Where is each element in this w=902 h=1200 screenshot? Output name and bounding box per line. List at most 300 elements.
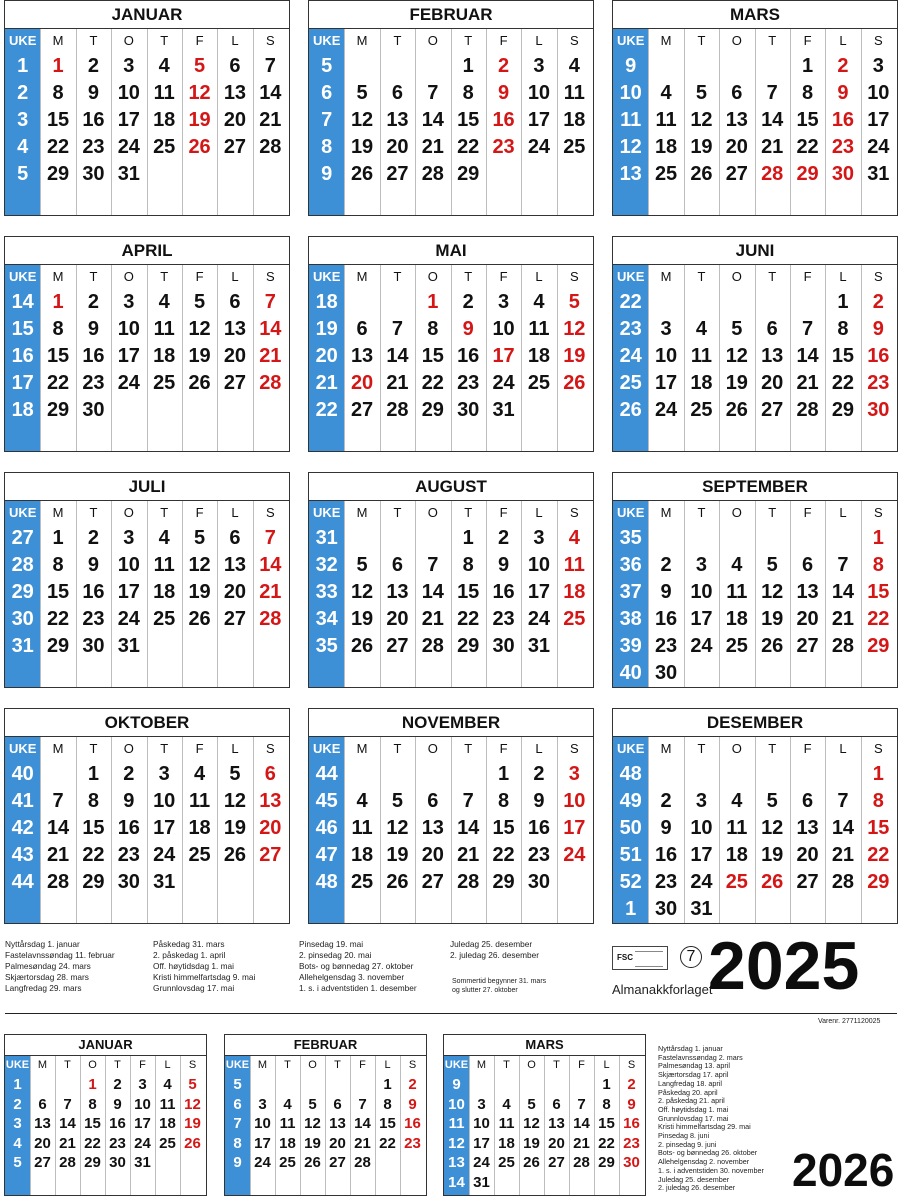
day-cell: 7 bbox=[264, 291, 276, 313]
month-februar bbox=[224, 1034, 427, 1196]
day-cell: 10 bbox=[117, 318, 140, 340]
weekday-header: O bbox=[123, 741, 134, 756]
day-cell: 10 bbox=[654, 345, 678, 367]
day-cell: 18 bbox=[153, 581, 176, 603]
day-cell: 13 bbox=[548, 1115, 565, 1132]
month-title: MARS bbox=[525, 1037, 564, 1052]
day-cell: 6 bbox=[229, 527, 241, 549]
day-cell: 18 bbox=[159, 1115, 176, 1132]
day-cell: 9 bbox=[660, 817, 672, 839]
holiday-column bbox=[153, 939, 255, 994]
day-cell: 2 bbox=[533, 763, 545, 785]
weekday-header: T bbox=[697, 33, 706, 48]
day-cell: 12 bbox=[188, 82, 211, 104]
week-number: 41 bbox=[11, 790, 34, 812]
holiday-entry: 2. påskedag 21. april bbox=[658, 1096, 725, 1106]
weekday-header: T bbox=[89, 505, 98, 520]
day-cell: 28 bbox=[354, 1154, 371, 1171]
weekday-header: T bbox=[393, 741, 402, 756]
day-cell: 1 bbox=[87, 763, 99, 785]
week-number: 3 bbox=[17, 109, 29, 131]
day-cell: 10 bbox=[134, 1095, 151, 1113]
day-cell: 9 bbox=[123, 790, 135, 812]
weekday-header: M bbox=[660, 33, 672, 48]
week-header: UKE bbox=[444, 1059, 469, 1071]
day-cell: 30 bbox=[527, 871, 551, 893]
weekday-header: S bbox=[265, 33, 275, 48]
weekday-header: M bbox=[356, 741, 368, 756]
day-cell: 22 bbox=[457, 136, 480, 158]
weekday-header: O bbox=[731, 269, 742, 284]
day-cell: 14 bbox=[796, 345, 819, 367]
day-cell: 30 bbox=[457, 399, 480, 421]
week-number: 42 bbox=[11, 817, 34, 839]
day-cell: 6 bbox=[802, 790, 814, 812]
holiday-entry: 2. juledag 26. desember bbox=[658, 1183, 736, 1193]
day-cell: 16 bbox=[82, 345, 105, 367]
day-cell: 12 bbox=[188, 318, 211, 340]
day-cell: 20 bbox=[329, 1134, 346, 1152]
week-header: UKE bbox=[225, 1059, 250, 1071]
day-cell: 7 bbox=[766, 82, 778, 104]
weekday-header: F bbox=[803, 505, 812, 520]
weekday-header: M bbox=[660, 505, 672, 520]
week-number: 31 bbox=[315, 527, 338, 549]
holiday-list-2026 bbox=[658, 1045, 764, 1193]
fsc-label: FSC bbox=[617, 953, 633, 962]
day-cell: 26 bbox=[350, 635, 374, 657]
week-number: 11 bbox=[620, 109, 642, 131]
day-cell: 26 bbox=[523, 1154, 540, 1171]
day-cell: 10 bbox=[473, 1115, 490, 1132]
holiday-entry: Kristi himmelfartsdag 9. mai bbox=[153, 972, 256, 982]
day-cell: 12 bbox=[304, 1115, 321, 1132]
weekday-header: S bbox=[569, 33, 579, 48]
week-number: 51 bbox=[619, 844, 642, 866]
weekday-header: T bbox=[89, 33, 98, 48]
day-cell: 14 bbox=[259, 318, 282, 340]
day-cell: 3 bbox=[123, 527, 135, 549]
day-cell: 14 bbox=[59, 1115, 76, 1132]
day-cell: 22 bbox=[46, 136, 70, 158]
day-cell: 5 bbox=[391, 790, 403, 812]
weekday-header: O bbox=[731, 741, 742, 756]
holiday-entry: Grunnlovsdag 17. mai bbox=[658, 1113, 729, 1123]
day-cell: 4 bbox=[283, 1095, 292, 1113]
day-cell: 22 bbox=[796, 136, 819, 158]
weekday-header: F bbox=[139, 1059, 146, 1071]
day-cell: 19 bbox=[188, 109, 211, 131]
day-cell: 14 bbox=[421, 109, 444, 131]
holiday-entry: Juledag 25. desember bbox=[658, 1174, 730, 1184]
day-cell: 6 bbox=[427, 790, 439, 812]
day-cell: 5 bbox=[695, 82, 707, 104]
day-cell: 28 bbox=[457, 871, 480, 893]
day-cell: 7 bbox=[264, 55, 276, 77]
month-september bbox=[612, 472, 898, 688]
weekday-header: L bbox=[231, 505, 239, 520]
day-cell: 21 bbox=[421, 136, 444, 158]
day-cell: 16 bbox=[404, 1115, 421, 1132]
holiday-entry: Pinsedag 19. mai bbox=[299, 939, 364, 949]
day-cell: 3 bbox=[123, 291, 135, 313]
month-mai bbox=[308, 236, 594, 452]
day-cell: 2 bbox=[660, 554, 672, 576]
day-cell: 31 bbox=[117, 635, 140, 657]
week-number: 36 bbox=[619, 554, 642, 576]
weekday-header: O bbox=[308, 1059, 317, 1071]
week-number: 49 bbox=[619, 790, 642, 812]
day-cell: 30 bbox=[82, 163, 105, 185]
weekday-header: O bbox=[427, 505, 438, 520]
day-cell: 11 bbox=[279, 1115, 296, 1132]
day-cell: 20 bbox=[386, 136, 409, 158]
day-cell: 17 bbox=[117, 345, 140, 367]
week-number: 38 bbox=[619, 608, 642, 630]
weekday-header: T bbox=[464, 741, 473, 756]
day-cell: 24 bbox=[254, 1154, 271, 1171]
day-cell: 12 bbox=[184, 1095, 201, 1113]
day-cell: 13 bbox=[761, 345, 784, 367]
holiday-entry: Langfredag 29. mars bbox=[5, 983, 82, 993]
week-number: 12 bbox=[619, 136, 642, 158]
day-cell: 2 bbox=[113, 1076, 122, 1093]
day-cell: 27 bbox=[34, 1154, 51, 1171]
day-cell: 18 bbox=[279, 1134, 296, 1152]
day-cell: 10 bbox=[563, 790, 586, 812]
month-november bbox=[308, 708, 594, 924]
day-cell: 8 bbox=[427, 318, 439, 340]
weekday-header: M bbox=[37, 1059, 48, 1071]
day-cell: 11 bbox=[726, 817, 748, 839]
day-cell: 3 bbox=[695, 790, 707, 812]
day-cell: 12 bbox=[350, 581, 374, 603]
day-cell: 13 bbox=[350, 345, 374, 367]
weekday-header: M bbox=[356, 269, 368, 284]
day-cell: 11 bbox=[159, 1095, 176, 1113]
day-cell: 8 bbox=[498, 790, 510, 812]
day-cell: 21 bbox=[457, 844, 480, 866]
weekday-header: M bbox=[660, 741, 672, 756]
day-cell: 19 bbox=[188, 345, 211, 367]
day-cell: 26 bbox=[188, 136, 211, 158]
day-cell: 24 bbox=[492, 372, 515, 394]
day-cell: 11 bbox=[655, 109, 677, 131]
day-cell: 22 bbox=[46, 372, 70, 394]
weekday-header: S bbox=[265, 505, 275, 520]
weekday-header: O bbox=[88, 1059, 97, 1071]
week-number: 43 bbox=[11, 844, 34, 866]
month-title: AUGUST bbox=[415, 477, 487, 496]
day-cell: 13 bbox=[223, 554, 247, 576]
week-header: UKE bbox=[312, 269, 341, 284]
day-cell: 15 bbox=[82, 817, 105, 839]
day-cell: 21 bbox=[831, 844, 855, 866]
holiday-entry: 2. pinsedag 9. juni bbox=[658, 1139, 717, 1149]
publisher-name: Almanakkforlaget bbox=[612, 982, 713, 997]
day-cell: 16 bbox=[654, 608, 678, 630]
day-cell: 10 bbox=[690, 581, 713, 603]
holiday-entry: Skjærtorsdag 28. mars bbox=[5, 972, 89, 982]
day-cell: 25 bbox=[690, 399, 713, 421]
week-number: 19 bbox=[315, 318, 338, 340]
day-cell: 2 bbox=[462, 291, 474, 313]
holiday-entry: Allehelgensdag 3. november bbox=[299, 972, 405, 982]
day-cell: 17 bbox=[867, 109, 890, 131]
day-cell: 20 bbox=[725, 136, 748, 158]
weekday-header: T bbox=[464, 269, 473, 284]
day-cell: 8 bbox=[87, 790, 99, 812]
day-cell: 21 bbox=[761, 136, 784, 158]
day-cell: 27 bbox=[350, 399, 374, 421]
day-cell: 31 bbox=[527, 635, 551, 657]
day-cell: 24 bbox=[117, 372, 140, 394]
day-cell: 4 bbox=[695, 318, 707, 340]
day-cell: 12 bbox=[386, 817, 409, 839]
holiday-column bbox=[5, 939, 115, 994]
week-number: 1 bbox=[13, 1076, 22, 1093]
weekday-header: T bbox=[697, 741, 706, 756]
weekday-header: S bbox=[873, 269, 883, 284]
month-mars bbox=[612, 0, 898, 216]
weekday-header: T bbox=[89, 741, 98, 756]
weekday-header: F bbox=[195, 505, 204, 520]
weekday-header: S bbox=[627, 1059, 636, 1071]
day-cell: 24 bbox=[134, 1134, 151, 1152]
weekday-header: O bbox=[427, 741, 438, 756]
week-number: 40 bbox=[619, 662, 642, 684]
day-cell: 2 bbox=[498, 55, 510, 77]
day-cell: 3 bbox=[258, 1095, 267, 1113]
week-number: 4 bbox=[17, 136, 29, 158]
week-number: 13 bbox=[448, 1154, 465, 1171]
day-cell: 11 bbox=[188, 790, 211, 812]
day-cell: 17 bbox=[690, 608, 713, 630]
day-cell: 23 bbox=[654, 871, 678, 893]
weekday-header: M bbox=[52, 269, 64, 284]
week-number: 9 bbox=[452, 1076, 461, 1093]
day-cell: 28 bbox=[796, 399, 819, 421]
day-cell: 11 bbox=[153, 82, 175, 104]
day-cell: 10 bbox=[153, 790, 176, 812]
day-cell: 28 bbox=[59, 1154, 76, 1171]
day-cell: 16 bbox=[654, 844, 678, 866]
day-cell: 20 bbox=[548, 1134, 565, 1152]
day-cell: 13 bbox=[421, 817, 444, 839]
day-cell: 30 bbox=[623, 1154, 640, 1171]
day-cell: 1 bbox=[427, 291, 439, 313]
day-cell: 20 bbox=[34, 1134, 51, 1152]
day-cell: 5 bbox=[194, 291, 206, 313]
day-cell: 6 bbox=[391, 554, 403, 576]
day-cell: 29 bbox=[598, 1154, 615, 1171]
holiday-entry: Fastelavnssøndag 11. februar bbox=[5, 950, 115, 960]
day-cell: 25 bbox=[527, 372, 551, 394]
day-cell: 19 bbox=[350, 608, 374, 630]
week-number: 7 bbox=[321, 109, 333, 131]
day-cell: 25 bbox=[725, 871, 748, 893]
day-cell: 15 bbox=[492, 817, 515, 839]
day-cell: 7 bbox=[427, 82, 439, 104]
week-number: 34 bbox=[315, 608, 338, 630]
day-cell: 28 bbox=[831, 871, 855, 893]
day-cell: 17 bbox=[563, 817, 586, 839]
day-cell: 30 bbox=[117, 871, 140, 893]
day-cell: 31 bbox=[153, 871, 176, 893]
day-cell: 7 bbox=[264, 527, 276, 549]
month-desember bbox=[612, 708, 898, 924]
day-cell: 8 bbox=[802, 82, 814, 104]
day-cell: 16 bbox=[82, 109, 105, 131]
day-cell: 18 bbox=[725, 608, 748, 630]
weekday-header: T bbox=[114, 1059, 121, 1071]
day-cell: 28 bbox=[46, 871, 70, 893]
day-cell: 11 bbox=[498, 1115, 515, 1132]
day-cell: 19 bbox=[386, 844, 409, 866]
week-header: UKE bbox=[312, 33, 341, 48]
day-cell: 20 bbox=[386, 608, 409, 630]
week-number: 16 bbox=[11, 345, 34, 367]
week-number: 5 bbox=[321, 55, 333, 77]
day-cell: 6 bbox=[229, 55, 241, 77]
day-cell: 5 bbox=[731, 318, 743, 340]
day-cell: 27 bbox=[223, 372, 247, 394]
day-cell: 24 bbox=[527, 136, 551, 158]
day-cell: 15 bbox=[421, 345, 444, 367]
day-cell: 17 bbox=[690, 844, 713, 866]
day-cell: 9 bbox=[408, 1095, 417, 1113]
day-cell: 16 bbox=[623, 1115, 640, 1132]
day-cell: 9 bbox=[113, 1095, 122, 1113]
week-number: 23 bbox=[619, 318, 642, 340]
summer-time-note bbox=[452, 977, 546, 995]
day-cell: 5 bbox=[194, 527, 206, 549]
day-cell: 4 bbox=[356, 790, 368, 812]
weekday-header: M bbox=[52, 505, 64, 520]
day-cell: 25 bbox=[279, 1154, 296, 1171]
day-cell: 9 bbox=[87, 82, 99, 104]
day-cell: 3 bbox=[138, 1076, 147, 1093]
day-cell: 12 bbox=[725, 345, 748, 367]
day-cell: 13 bbox=[223, 82, 247, 104]
fsc-text-lines bbox=[635, 951, 663, 967]
day-cell: 9 bbox=[498, 82, 510, 104]
day-cell: 10 bbox=[117, 82, 140, 104]
weekday-header: M bbox=[660, 269, 672, 284]
day-cell: 4 bbox=[502, 1095, 511, 1113]
day-cell: 30 bbox=[654, 898, 678, 920]
week-number: 22 bbox=[315, 399, 338, 421]
day-cell: 27 bbox=[796, 635, 819, 657]
day-cell: 18 bbox=[725, 844, 748, 866]
day-cell: 18 bbox=[350, 844, 374, 866]
week-number: 25 bbox=[619, 372, 642, 394]
day-cell: 2 bbox=[408, 1076, 417, 1093]
day-cell: 18 bbox=[498, 1134, 515, 1152]
week-number: 7 bbox=[233, 1115, 242, 1132]
week-number: 6 bbox=[233, 1095, 242, 1113]
weekday-header: T bbox=[284, 1059, 291, 1071]
week-number: 2 bbox=[13, 1095, 22, 1113]
week-number: 45 bbox=[315, 790, 338, 812]
day-cell: 15 bbox=[46, 581, 70, 603]
day-cell: 18 bbox=[153, 345, 176, 367]
weekday-header: M bbox=[52, 741, 64, 756]
weekday-header: T bbox=[464, 33, 473, 48]
weekday-header: T bbox=[64, 1059, 71, 1071]
day-cell: 6 bbox=[356, 318, 368, 340]
day-cell: 21 bbox=[59, 1134, 76, 1152]
weekday-header: O bbox=[731, 33, 742, 48]
day-cell: 9 bbox=[533, 790, 545, 812]
day-cell: 3 bbox=[533, 55, 545, 77]
weekday-header: F bbox=[499, 33, 508, 48]
day-cell: 2 bbox=[87, 291, 99, 313]
day-cell: 28 bbox=[761, 163, 784, 185]
day-cell: 5 bbox=[356, 82, 368, 104]
weekday-header: L bbox=[384, 1059, 391, 1071]
weekday-header: S bbox=[569, 505, 579, 520]
week-number: 20 bbox=[315, 345, 338, 367]
holiday-entry: 2. pinsedag 20. mai bbox=[299, 950, 372, 960]
day-cell: 11 bbox=[690, 345, 713, 367]
week-number: 31 bbox=[11, 635, 34, 657]
week-number: 14 bbox=[11, 291, 34, 313]
month-juli bbox=[4, 472, 290, 688]
day-cell: 13 bbox=[34, 1115, 51, 1132]
holiday-entry: Fastelavnssøndag 2. mars bbox=[658, 1052, 743, 1062]
weekday-header: T bbox=[393, 269, 402, 284]
week-number: 24 bbox=[619, 345, 642, 367]
day-cell: 26 bbox=[188, 372, 211, 394]
variant-number: Varenr. 2771120025 bbox=[818, 1018, 881, 1025]
day-cell: 13 bbox=[386, 581, 409, 603]
weekday-header: T bbox=[553, 1059, 560, 1071]
day-cell: 31 bbox=[117, 163, 140, 185]
week-number: 5 bbox=[17, 163, 29, 185]
month-januar bbox=[4, 1034, 207, 1196]
day-cell: 16 bbox=[527, 817, 551, 839]
week-number: 3 bbox=[13, 1115, 22, 1132]
day-cell: 26 bbox=[350, 163, 374, 185]
week-number: 10 bbox=[619, 82, 642, 104]
day-cell: 19 bbox=[690, 136, 713, 158]
day-cell: 10 bbox=[527, 554, 551, 576]
week-header: UKE bbox=[616, 269, 645, 284]
day-cell: 5 bbox=[568, 291, 580, 313]
day-cell: 14 bbox=[46, 817, 70, 839]
weekday-header: F bbox=[195, 269, 204, 284]
weekday-header: L bbox=[535, 33, 543, 48]
holiday-column bbox=[299, 939, 417, 994]
week-number: 40 bbox=[11, 763, 34, 785]
day-cell: 6 bbox=[333, 1095, 342, 1113]
day-cell: 26 bbox=[188, 608, 211, 630]
day-cell: 22 bbox=[867, 608, 890, 630]
weekday-header: L bbox=[535, 741, 543, 756]
day-cell: 7 bbox=[358, 1095, 367, 1113]
day-cell: 5 bbox=[766, 790, 778, 812]
holiday-entry: Palmesøndag 13. april bbox=[658, 1061, 730, 1071]
day-cell: 24 bbox=[654, 399, 678, 421]
day-cell: 26 bbox=[386, 871, 409, 893]
day-cell: 3 bbox=[477, 1095, 486, 1113]
month-title: DESEMBER bbox=[706, 713, 804, 732]
day-cell: 21 bbox=[259, 581, 282, 603]
weekday-header: F bbox=[803, 741, 812, 756]
day-cell: 25 bbox=[498, 1154, 515, 1171]
day-cell: 27 bbox=[223, 136, 247, 158]
